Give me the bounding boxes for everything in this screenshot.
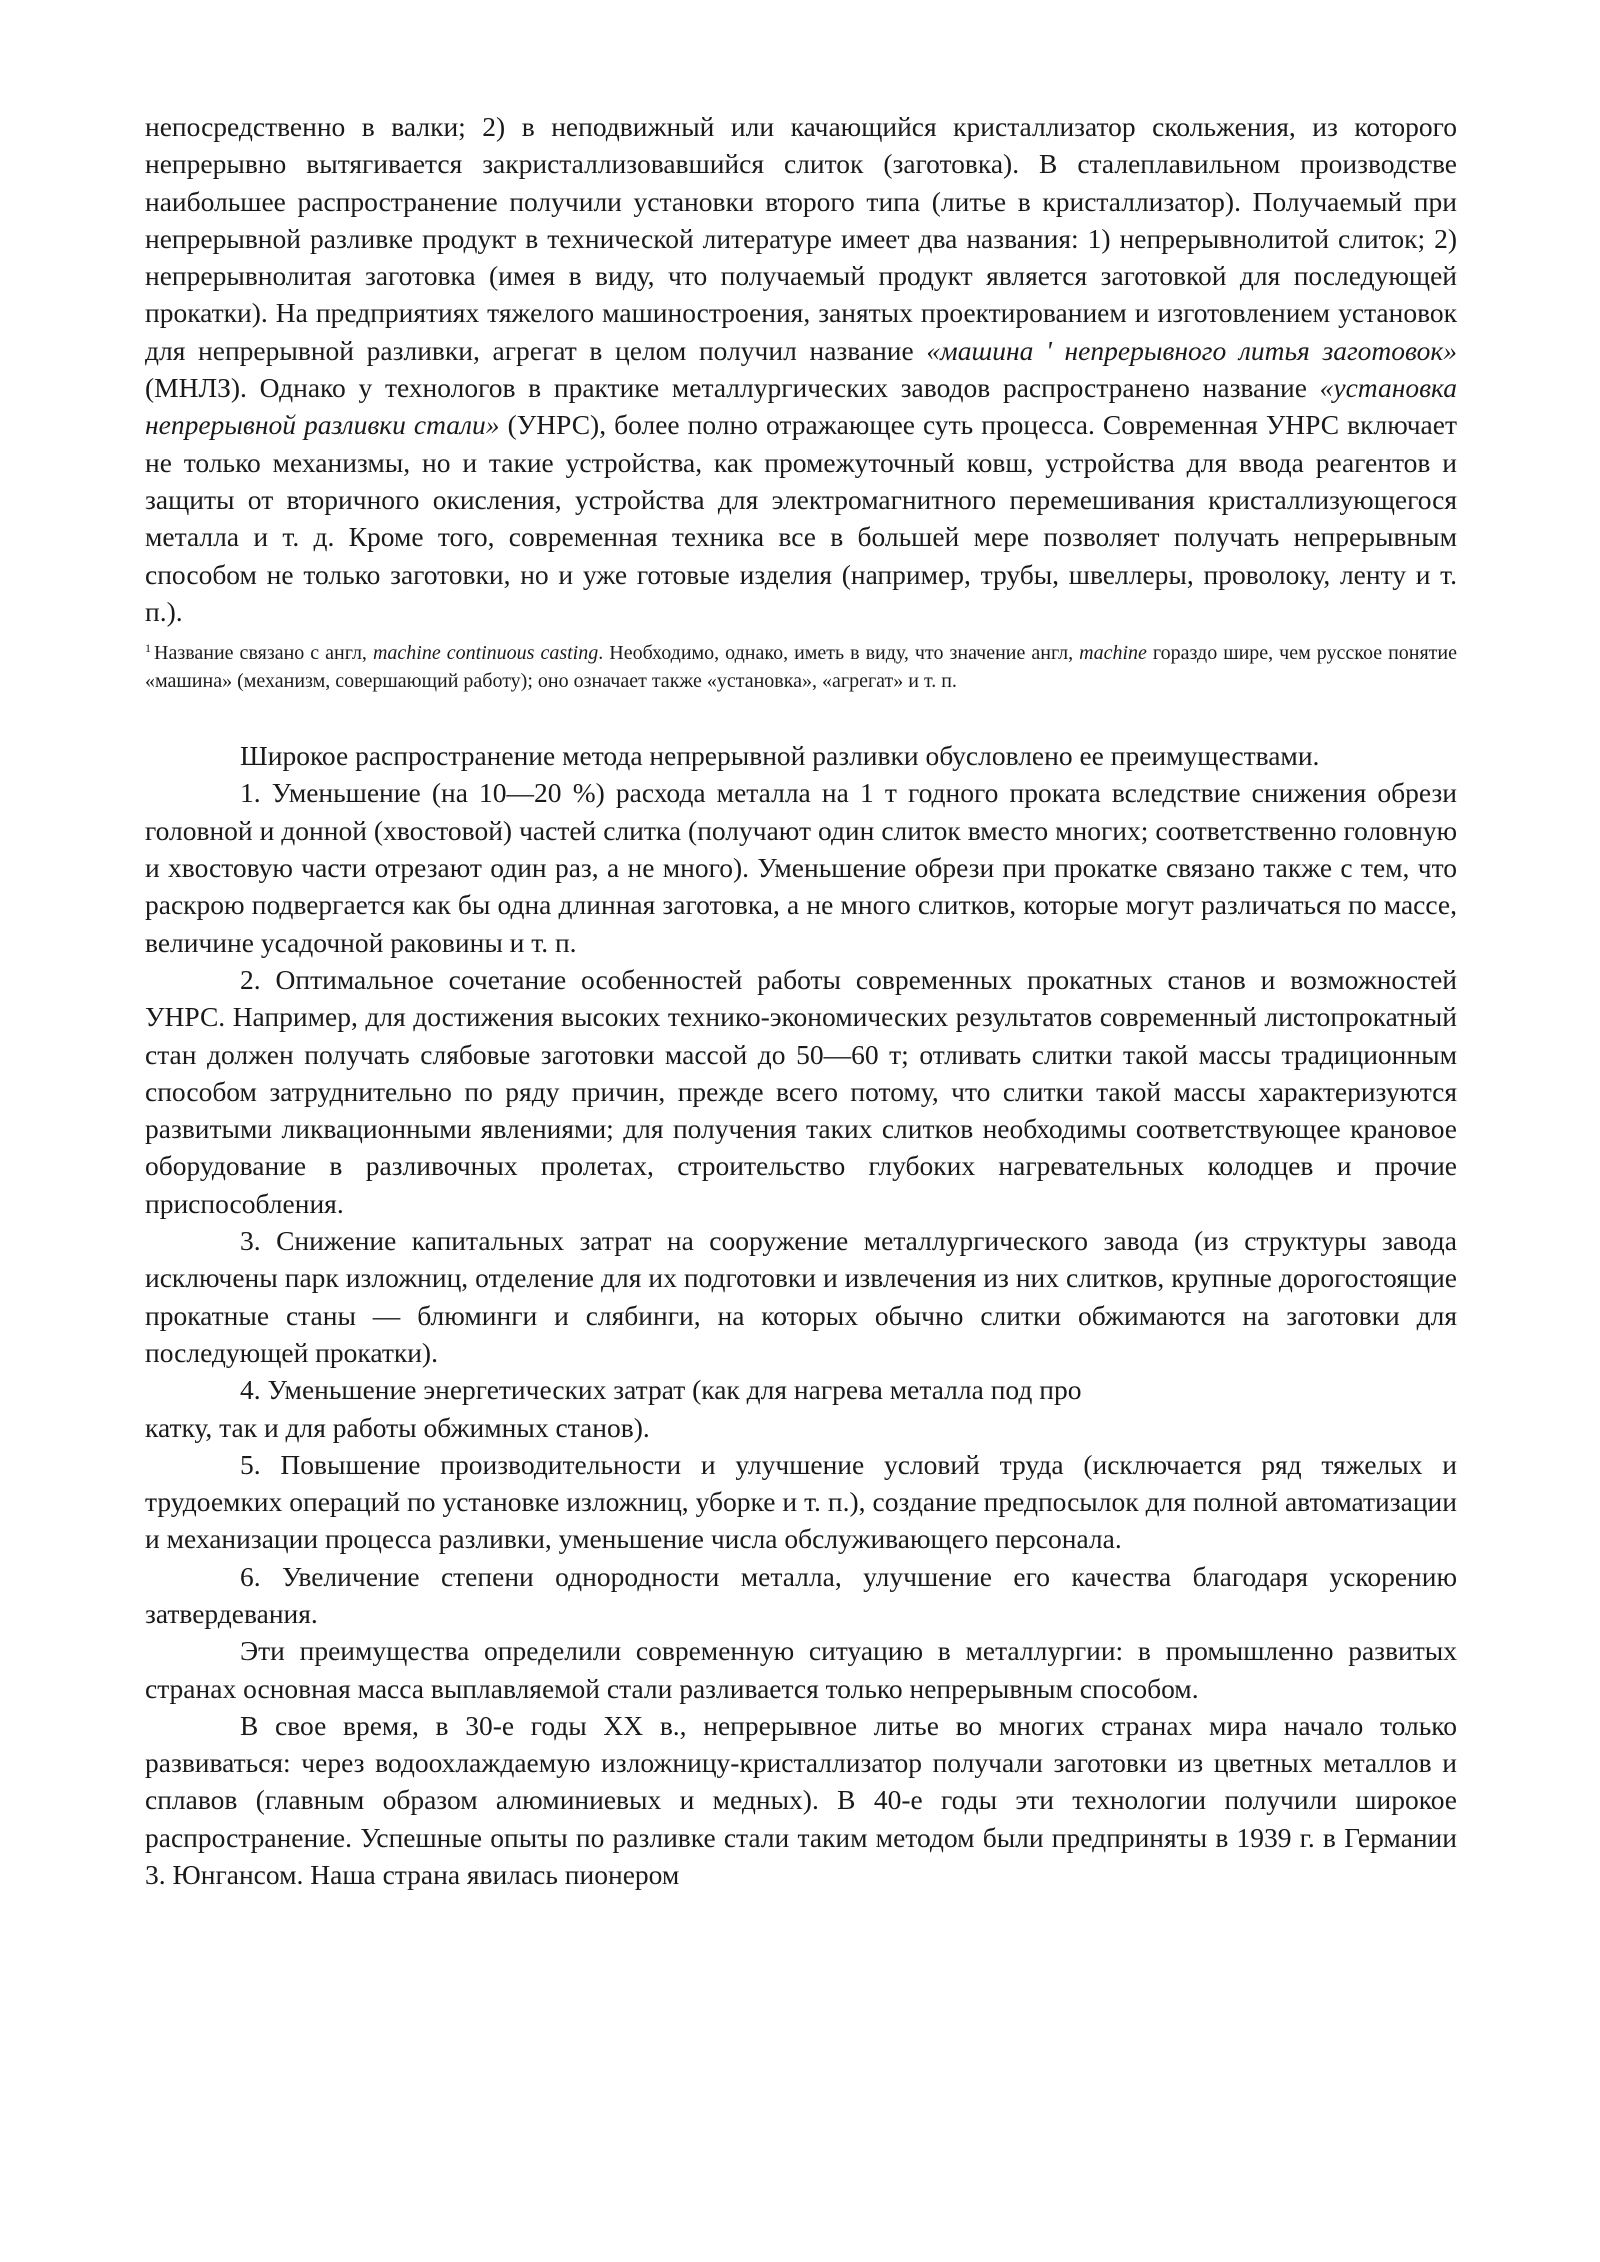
text-run: непосредственно в валки; 2) в неподвижный или качающийся кристаллизатор скольжения, из которого непрерывно вытягивается закристаллизовавшийся слиток (заготовка). В сталеплавильном производстве наибольшее распространение получили установки второго типа (литье в кристаллизатор). Получаемый при непрерывной разливке продукт в технической литературе имеет два названия: 1) непрерывнолитой слиток; 2) непрерывнолитая заготовка (имея в виду, что получаемый продукт является заготовкой для последующей прокатки). На предприятиях тяжелого машиностроения, занятых проектированием и изготовлением установок для непрерывной разливки, агрегат в целом получил название: [145, 111, 1457, 366]
advantage-item-4: [145, 1371, 1457, 1446]
advantage-item-6: 6. Увеличение степени однородности металла, улучшение его качества благодаря ускорению затвердевания.: [145, 1560, 1457, 1629]
advantage-item-3: 3. Снижение капитальных затрат на сооружение металлургического завода (из структуры завода исключены парк изложниц, отделение для их подготовки и извлечения из них слитков, крупные дорогостоящие прокатные станы — блюминги и слябинги, на которых обычно слитки обжимаются на заготовки для последующей прокатки).: [145, 1225, 1457, 1368]
advantage-item-1: 1. Уменьшение (на 10—20 %) расхода металла на 1 т годного проката вследствие снижения обрези головной и донной (хвостовой) частей слитка (получают один слиток вместо многих; соответственно головную и хвостовую части отрезают один раз, а не много). Уменьшение обрези при прокатке связано также с тем, что раскрою подвергается как бы одна длинная заготовка, а не много слитков, которые могут различаться по массе, величине усадочной раковины и т. п.: [145, 777, 1457, 958]
term-mnlz: «машина ' непрерывного литья заготовок»: [926, 334, 1457, 366]
conclusion-paragraph: Эти преимущества определили современную ситуацию в металлургии: в промышленно развитых странах основная масса выплавляемой стали разливается только непрерывным способом.: [145, 1635, 1457, 1704]
text-run: Название связано с англ,: [154, 642, 373, 665]
continuation-paragraph: [145, 108, 1457, 630]
section-gap: [145, 695, 1457, 737]
footnote-term: machine: [1079, 642, 1147, 665]
text-run: (УНРС), более полно отражающее суть процесса. Современная УНРС включает не только механизмы, но и такие устройства, как промежуточный ковш, устройства для ввода реагентов и защиты от вторичного окисления, устройства для электромагнитного перемешивания кристаллизующегося металла и т. д. Кроме того, современная техника все в большей мере позволяет получать непрерывным способом не только заготовки, но и уже готовые изделия (например, трубы, швеллеры, проволоку, ленту и т. п.).: [145, 409, 1457, 627]
advantage-item-4-line1: 4. Уменьшение энергетических затрат (как для нагрева металла под про: [240, 1374, 1082, 1406]
text-run: гораздо шире, чем русское понятие «машина» (механизм, совершающий работу); оно означает также «установка», «агрегат» и т. п.: [145, 642, 1458, 693]
intro-paragraph: Широкое распространение метода непрерывной разливки обусловлено ее преимуществами.: [240, 740, 1320, 772]
footnote-term: machine continuous casting: [372, 642, 599, 665]
advantage-item-5: 5. Повышение производительности и улучшение условий труда (исключается ряд тяжелых и трудоемких операций по установке изложниц, уборке и т. п.), создание предпосылок для полной автоматизации и механизации процесса разливки, уменьшение числа обслуживающего персонала.: [145, 1448, 1457, 1555]
footnote: [145, 634, 1457, 695]
history-paragraph: В свое время, в 30-е годы XX в., непрерывное литье во многих странах мира начало только развиваться: через водоохлаждаемую изложницу-кристаллизатор получали заготовки из цветных металлов и сплавов (главным образом алюминиевых и медных). В 40-е годы эти технологии получили широкое распространение. Успешные опыты по разливке стали таким методом были предприняты в 1939 г. в Германии 3. Юнгансом. Наша страна явилась пионером: [145, 1709, 1457, 1891]
advantage-item-2: 2. Оптимальное сочетание особенностей работы современных прокатных станов и возможностей УНРС. Например, для достижения высоких технико-экономических результатов современный листопрокатный стан должен получать слябовые заготовки массой до 50—60 т; отливать слитки такой массы традиционным способом затруднительно по ряду причин, прежде всего потому, что слитки такой массы характеризуются развитыми ликвационными явлениями; для получения таких слитков необходимы соответствующее крановое оборудование в разливочных пролетах, строительство глубоких нагревательных колодцев и прочие приспособления.: [145, 963, 1457, 1219]
term-unrs: «установка непрерывной разливки стали»: [145, 372, 1457, 441]
text-run: (МНЛЗ). Однако у технологов в практике металлургических заводов распространено название: [145, 372, 1320, 404]
advantage-item-4-line2: катку, так и для работы обжимных станов).: [145, 1411, 650, 1443]
document-page: [145, 108, 1457, 1893]
text-run: . Необходимо, однако, иметь в виду, что значение англ,: [598, 642, 1080, 665]
footnote-marker: 1: [145, 641, 151, 656]
